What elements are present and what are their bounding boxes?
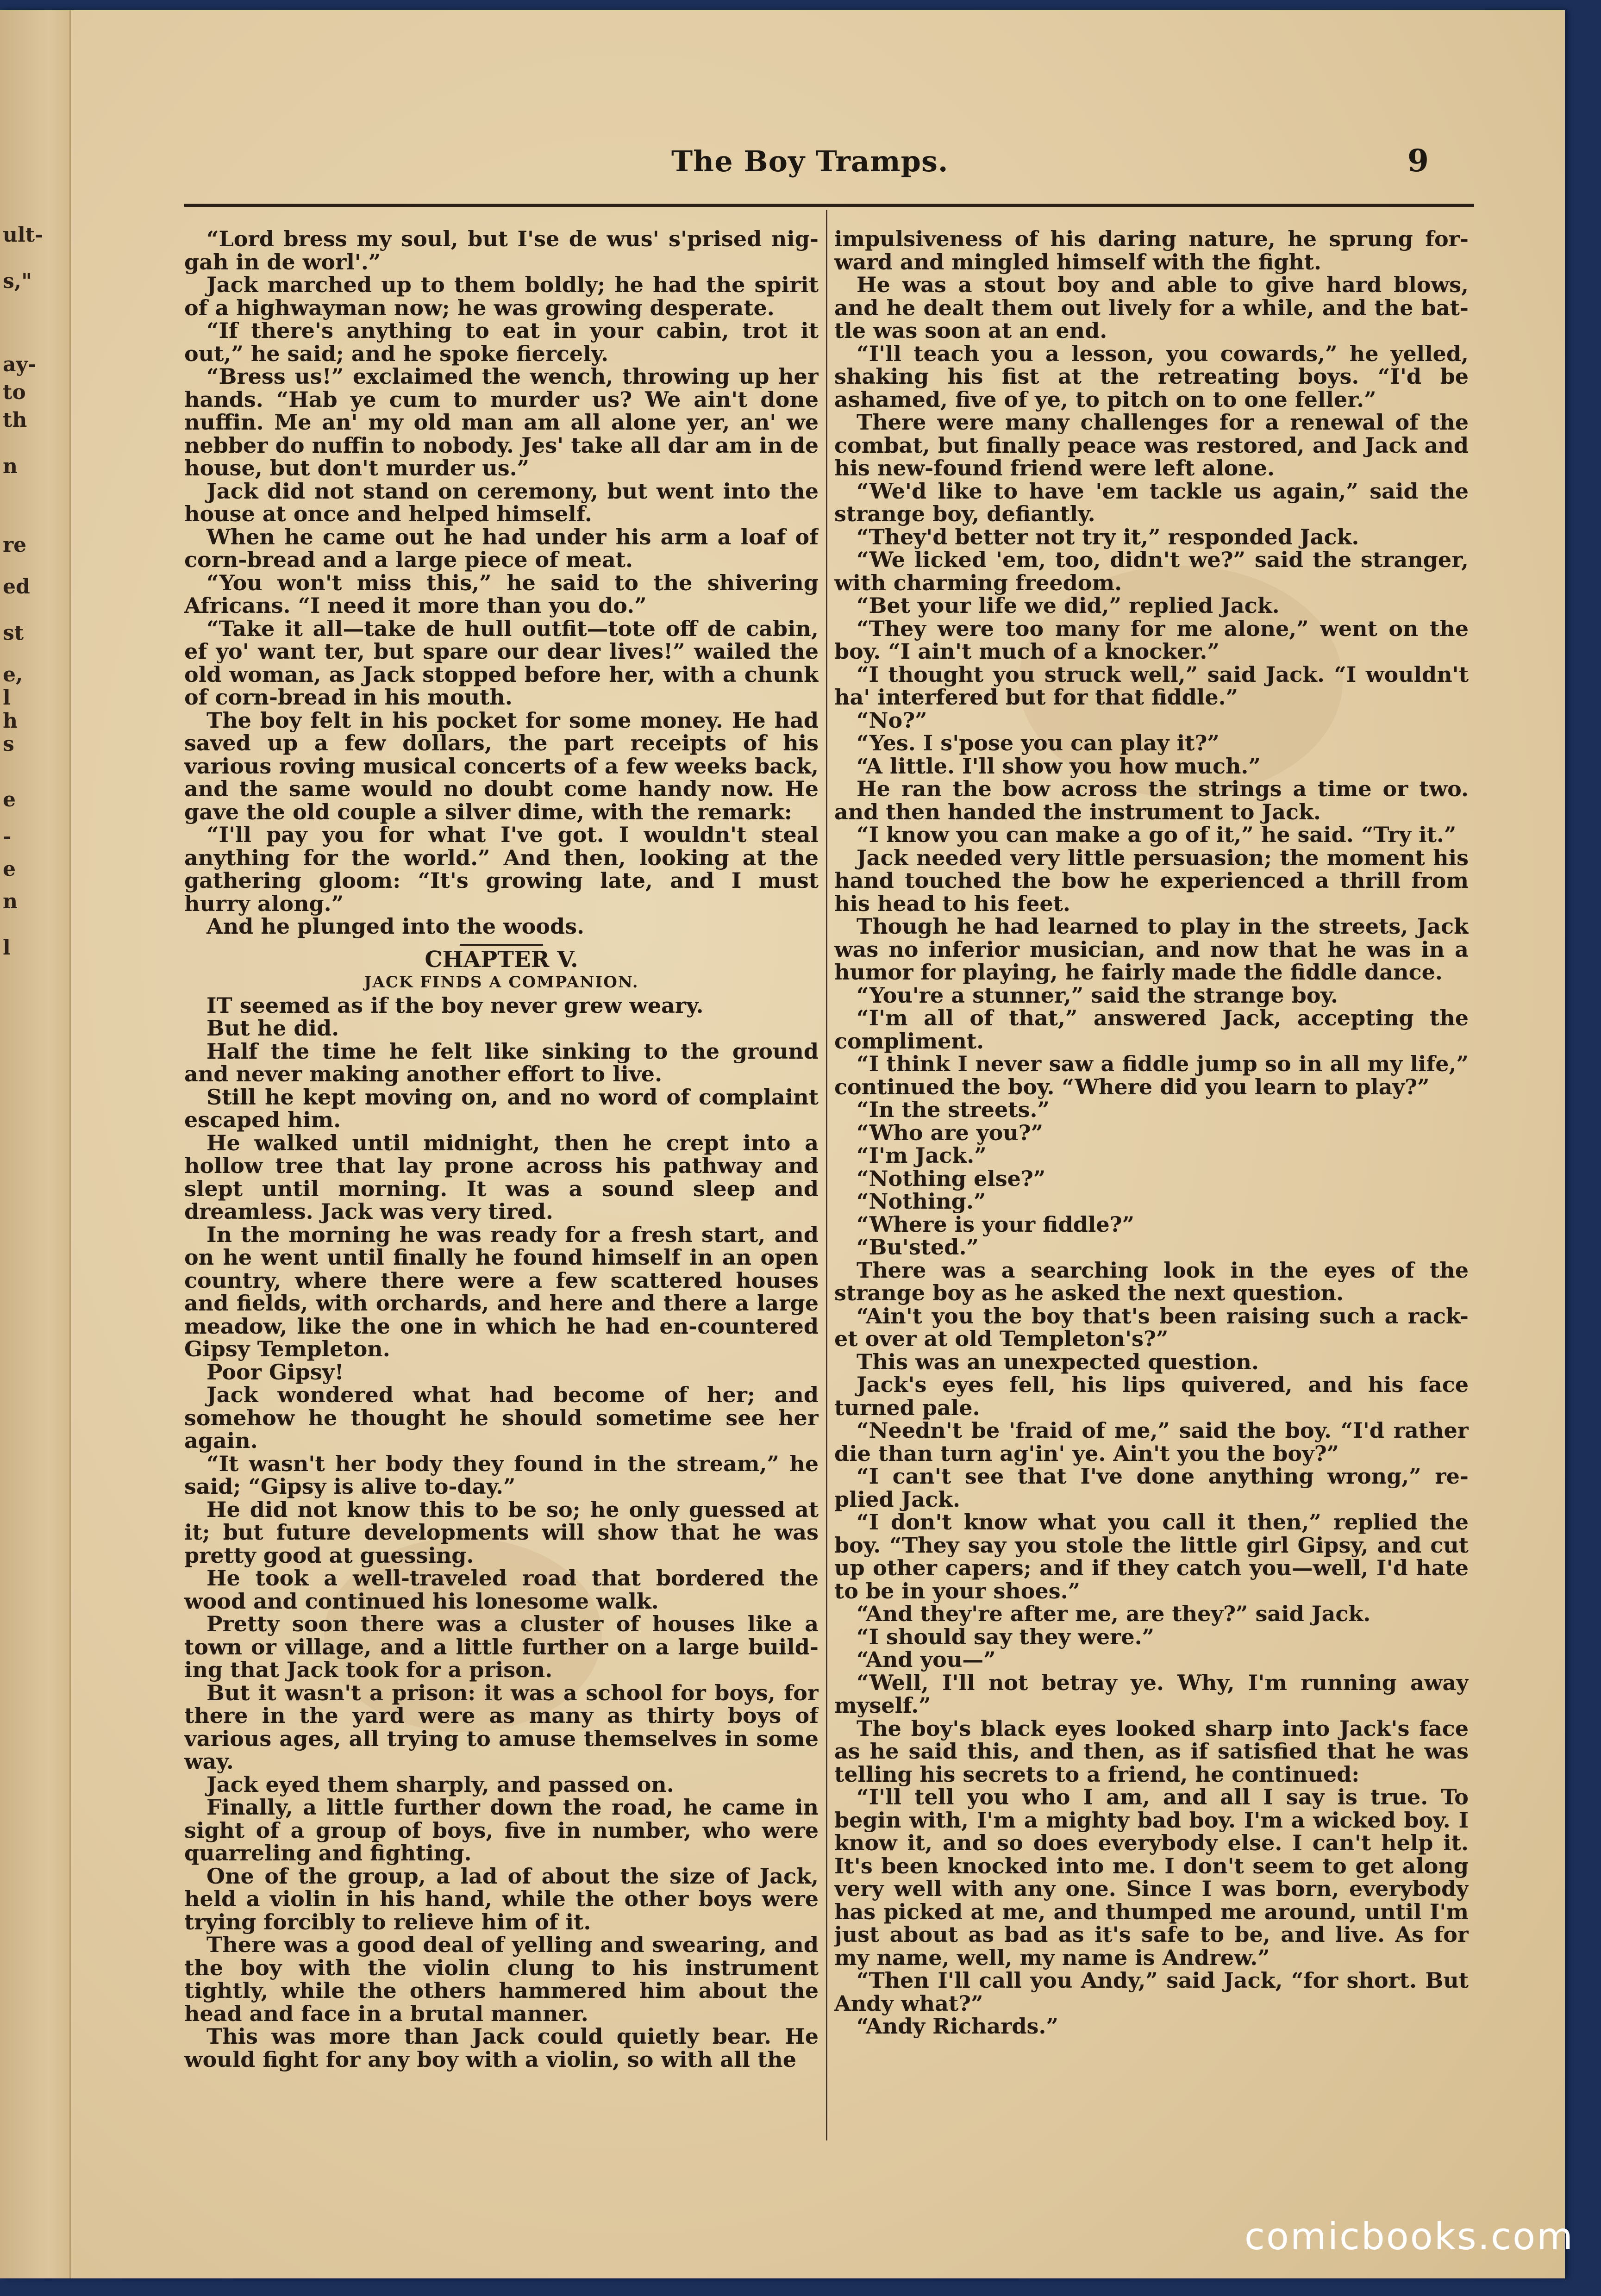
- paragraph: The boy's black eyes looked sharp into Jack's face as he said this, and then, as if satisfied that he was telling his secrets to a friend, he continued:: [834, 1716, 1469, 1787]
- facing-page-fragment: re: [3, 533, 27, 557]
- paragraph: Jack eyed them sharply, and passed on.: [206, 1772, 674, 1797]
- column-divider: [826, 210, 827, 2140]
- facing-page-fragment: l: [3, 936, 11, 960]
- paragraph: Still he kept moving on, and no word of complaint escaped him.: [184, 1084, 819, 1132]
- paragraph: “I'll pay you for what I've got. I wouldn't steal anything for the world.” And then, looking at the gathering gloom: “It's growing late, and I must hurry along.”: [184, 822, 819, 916]
- facing-page-fragment: l: [3, 686, 11, 710]
- paragraph: “We licked 'em, too, didn't we?” said the stranger, with charming freedom.: [834, 547, 1469, 595]
- paragraph: “Then I'll call you Andy,” said Jack, “for short. But Andy what?”: [834, 1968, 1469, 2016]
- paragraph: “You won't miss this,” he said to the shivering Africans. “I need it more than you do.”: [184, 570, 819, 618]
- paragraph: “Bet your life we did,” replied Jack.: [857, 593, 1280, 618]
- paragraph: In the morning he was ready for a fresh start, and on he went until finally he found himself in an open country, where there were a few scattered houses and fields, with orchards, and here and there a large meadow, like the one in which he had en-countered Gipsy Templeton.: [184, 1222, 819, 1361]
- right-column-text: [834, 274, 1469, 2038]
- paragraph: “Bu'sted.”: [857, 1235, 979, 1260]
- paragraph: Though he had learned to play in the streets, Jack was no inferior musician, and now that he was in a humor for playing, he fairly made the fiddle dance.: [834, 914, 1469, 985]
- paragraph: “I thought you struck well,” said Jack. “I wouldn't ha' interfered but for that fiddle.”: [834, 661, 1469, 710]
- paragraph: Poor Gipsy!: [206, 1359, 344, 1385]
- paragraph: “They'd better not try it,” responded Jack.: [857, 524, 1359, 549]
- paragraph: Pretty soon there was a cluster of houses like a town or village, and a little further on a large build-ing that Jack took for a prison.: [184, 1611, 819, 1682]
- paragraph: IT seemed as if the boy never grew weary.: [206, 992, 704, 1018]
- paragraph: Half the time he felt like sinking to the ground and never making another effort to live.: [184, 1038, 819, 1086]
- facing-page-fragment: ay-: [3, 353, 37, 376]
- paragraph: “If there's anything to eat in your cabin, trot it out,” he said; and he spoke fiercely.: [184, 318, 819, 366]
- chapter-title: CHAPTER V.: [425, 946, 578, 973]
- paragraph: This was an unexpected question.: [857, 1349, 1259, 1374]
- watermark: comicbooks.com: [1244, 2215, 1574, 2258]
- paragraph: But he did.: [206, 1016, 339, 1041]
- paragraph: “I'm all of that,” answered Jack, accepting the compliment.: [834, 1005, 1469, 1054]
- facing-page-fragment: -: [3, 825, 12, 849]
- facing-page-fragment: ed: [3, 575, 30, 599]
- paragraph: “And they're after me, are they?” said Jack.: [857, 1601, 1371, 1626]
- paragraph: And he plunged into the woods.: [206, 914, 585, 939]
- paragraph: “I know you can make a go of it,” he said. “Try it.”: [857, 822, 1457, 847]
- paragraph: “You're a stunner,” said the strange boy.: [857, 982, 1338, 1008]
- paragraph: But it wasn't a prison: it was a school for boys, for there in the yard were as many as thirty boys of various ages, all trying to amuse themselves in some way.: [184, 1680, 819, 1774]
- paragraph: “Lord bress my soul, but I'se de wus' s'prised nig-gah in de worl'.”: [184, 228, 819, 275]
- paragraph: He took a well-traveled road that bordered the wood and continued his lonesome walk.: [184, 1566, 819, 1614]
- paragraph: “I'm Jack.”: [857, 1143, 987, 1168]
- facing-page-fragment: n: [3, 890, 18, 913]
- paragraph: Finally, a little further down the road, he came in sight of a group of boys, five in number, who were quarreling and fighting.: [184, 1795, 819, 1866]
- facing-page-fragment: n: [3, 455, 18, 478]
- paragraph: “Ain't you the boy that's been raising such a rack-et over at old Templeton's?”: [834, 1303, 1469, 1351]
- facing-page-fragment: s,": [3, 269, 32, 293]
- facing-page-fragment: th: [3, 408, 27, 432]
- facing-page-fragment: ult-: [3, 223, 44, 247]
- facing-page-fragment: h: [3, 709, 18, 733]
- paragraph: “In the streets.”: [857, 1097, 1050, 1122]
- paragraph: He walked until midnight, then he crept into a hollow tree that lay prone across his pathway and slept until morning. It was a sound sleep and dreamless. Jack was very tired.: [184, 1130, 819, 1224]
- right-column: [834, 228, 1469, 2163]
- facing-page-fragment: e: [3, 857, 16, 881]
- left-column-text-before-chapter: [184, 228, 819, 938]
- paragraph: “They were too many for me alone,” went on the boy. “I ain't much of a knocker.”: [834, 616, 1469, 664]
- paragraph: “Andy Richards.”: [857, 2014, 1058, 2039]
- paragraph: “I think I never saw a fiddle jump so in all my life,” continued the boy. “Where did you learn to play?”: [834, 1051, 1469, 1099]
- paragraph: “Yes. I s'pose you can play it?”: [857, 730, 1220, 755]
- paragraph: This was more than Jack could quietly bear. He would fight for any boy with a violin, so with all the: [184, 2024, 819, 2072]
- continuation-paragraph: impulsiveness of his daring nature, he sprung for-ward and mingled himself with the fight.: [834, 228, 1469, 275]
- facing-page-fragment: to: [3, 381, 26, 404]
- paragraph: “I should say they were.”: [857, 1624, 1155, 1649]
- running-title: The Boy Tramps.: [671, 144, 949, 178]
- paragraph: “I don't know what you call it then,” replied the boy. “They say you stole the little girl Gipsy, and cut up other capers; and if they catch you—well, I'd hate to be in your shoes.”: [834, 1510, 1469, 1603]
- paragraph: “I'll tell you who I am, and all I say is true. To begin with, I'm a mighty bad boy. I'm a wicked boy. I know it, and so does everybody else. I can't help it. It's been knocked into me. I don't seem to get along very well with any one. Since I was born, everybody has picked at me, and thumped me around, until I'm just about as bad as it's safe to be, and live. As for my name, well, my name is Andrew.”: [834, 1784, 1469, 1970]
- facing-page-fragment: e,: [3, 663, 23, 686]
- facing-page-fragment: e: [3, 788, 16, 811]
- paragraph: “No?”: [857, 707, 927, 733]
- paragraph: “Nothing else?”: [857, 1166, 1046, 1191]
- paragraph: “Well, I'll not betray ye. Why, I'm running away myself.”: [834, 1670, 1469, 1718]
- paragraph: “Who are you?”: [857, 1120, 1044, 1145]
- paragraph: One of the group, a lad of about the size of Jack, held a violin in his hand, while the other boys were trying forcibly to relieve him of it.: [184, 1863, 819, 1934]
- paragraph: There were many challenges for a renewal of the combat, but finally peace was restored, and Jack and his new-found friend were left alone.: [834, 410, 1469, 480]
- page-number: 9: [1407, 143, 1429, 179]
- paragraph: He ran the bow across the strings a time or two. and then handed the instrument to Jack.: [834, 776, 1469, 824]
- chapter-subtitle: JACK FINDS A COMPANION.: [364, 973, 639, 992]
- paragraph: Jack wondered what had become of her; and somehow he thought he should sometime see her again.: [184, 1382, 819, 1453]
- paragraph: “Needn't be 'fraid of me,” said the boy. “I'd rather die than turn ag'in' ye. Ain't you the boy?”: [834, 1418, 1469, 1466]
- paragraph: The boy felt in his pocket for some money. He had saved up a few dollars, the part receipts of his various roving musical concerts of a few weeks back, and the same would no doubt come handy now. He gave the old couple a silver dime, with the remark:: [184, 707, 819, 824]
- paragraph: There was a searching look in the eyes of the strange boy as he asked the next question.: [834, 1257, 1469, 1305]
- facing-page-text-fragments: [0, 10, 65, 2278]
- paragraph: “A little. I'll show you how much.”: [857, 753, 1261, 779]
- paragraph: “I can't see that I've done anything wrong,” re-plied Jack.: [834, 1464, 1469, 1512]
- left-column-text-after-chapter: [184, 994, 819, 2071]
- paragraph: There was a good deal of yelling and swearing, and the boy with the violin clung to his instrument tightly, while the others hammered him about the head and face in a brutal manner.: [184, 1932, 819, 2026]
- newspaper-page: [0, 10, 1565, 2278]
- paragraph: “Nothing.”: [857, 1189, 986, 1214]
- chapter-rule: [460, 944, 543, 946]
- paragraph: Jack did not stand on ceremony, but went into the house at once and helped himself.: [184, 478, 819, 526]
- paragraph: Jack's eyes fell, his lips quivered, and his face turned pale.: [834, 1372, 1469, 1420]
- paragraph: “And you—”: [857, 1647, 996, 1672]
- paragraph: He did not know this to be so; he only guessed at it; but future developments will show that he was pretty good at guessing.: [184, 1497, 819, 1568]
- paragraph: When he came out he had under his arm a loaf of corn-bread and a large piece of meat.: [184, 524, 819, 572]
- header-rule: [184, 204, 1474, 207]
- facing-page-fragment: st: [3, 621, 24, 645]
- paragraph: “I'll teach you a lesson, you cowards,” he yelled, shaking his fist at the retreating boys. “I'd be ashamed, five of ye, to pitch on to one feller.”: [834, 341, 1469, 412]
- paragraph: “We'd like to have 'em tackle us again,” said the strange boy, defiantly.: [834, 478, 1469, 526]
- paragraph: He was a stout boy and able to give hard blows, and he dealt them out lively for a while, and the bat-tle was soon at an end.: [834, 272, 1469, 343]
- paragraph: Jack marched up to them boldly; he had the spirit of a highwayman now; he was growing desperate.: [184, 272, 819, 320]
- left-column: [184, 228, 819, 2163]
- paragraph: Jack needed very little persuasion; the moment his hand touched the bow he experienced a thrill from his head to his feet.: [834, 845, 1469, 916]
- paragraph: “Where is your fiddle?”: [857, 1211, 1135, 1237]
- paragraph: “It wasn't her body they found in the stream,” he said; “Gipsy is alive to-day.”: [184, 1451, 819, 1499]
- paragraph: “Bress us!” exclaimed the wench, throwing up her hands. “Hab ye cum to murder us? We ain't done nuffin. Me an' my old man am all alone yer, an' we nebber do nuffin to nobody. Jes' take all dar am in de house, but don't murder us.”: [184, 364, 819, 480]
- facing-page-edge: [0, 10, 71, 2278]
- facing-page-fragment: s: [3, 732, 14, 756]
- paragraph: “Take it all—take de hull outfit—tote off de cabin, ef yo' want ter, but spare our dear lives!” wailed the old woman, as Jack stopped before her, with a chunk of corn-bread in his mouth.: [184, 616, 819, 710]
